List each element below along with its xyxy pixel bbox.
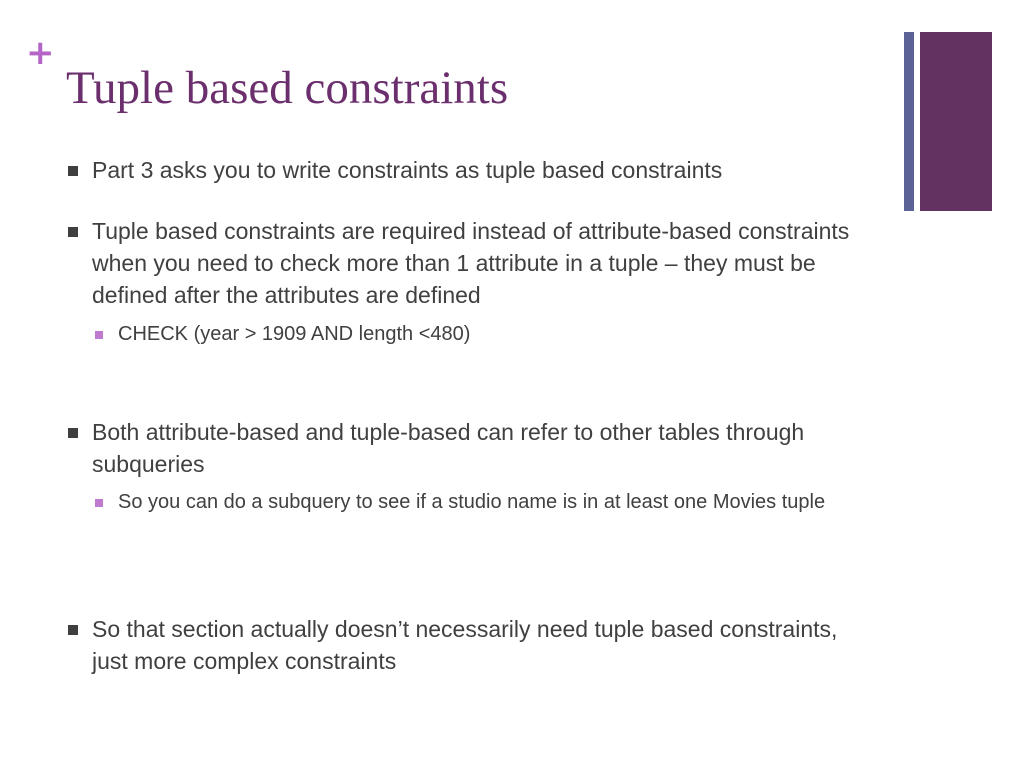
sub-bullet-item <box>92 320 872 349</box>
bullet-item <box>66 215 876 311</box>
square-bullet-icon <box>68 625 78 635</box>
bullet-item <box>66 416 876 480</box>
plus-icon: + <box>26 33 55 73</box>
square-bullet-icon <box>68 227 78 237</box>
square-sub-bullet-icon <box>95 331 103 339</box>
bullet-item <box>66 154 876 186</box>
bullet-item <box>66 613 876 677</box>
bullet-text: Part 3 asks you to write constraints as tuple based constraints <box>92 157 723 183</box>
sub-bullet-text: CHECK (year > 1909 AND length <480) <box>118 323 471 345</box>
square-bullet-icon <box>68 428 78 438</box>
square-sub-bullet-icon <box>95 499 103 507</box>
sub-bullet-item <box>92 488 872 517</box>
bullet-text: So that section actually doesn’t necessarily need tuple based constraints, just more complex constraints <box>92 616 838 674</box>
bullet-text: Both attribute-based and tuple-based can refer to other tables through subqueries <box>92 419 805 477</box>
square-bullet-icon <box>68 166 78 176</box>
bullet-text: Tuple based constraints are required instead of attribute-based constraints when you need to check more than 1 attribute in a tuple – they must be defined after the attributes are defined <box>92 218 850 308</box>
sub-bullet-text: So you can do a subquery to see if a studio name is in at least one Movies tuple <box>118 491 826 513</box>
slide-title: Tuple based constraints <box>66 62 509 114</box>
